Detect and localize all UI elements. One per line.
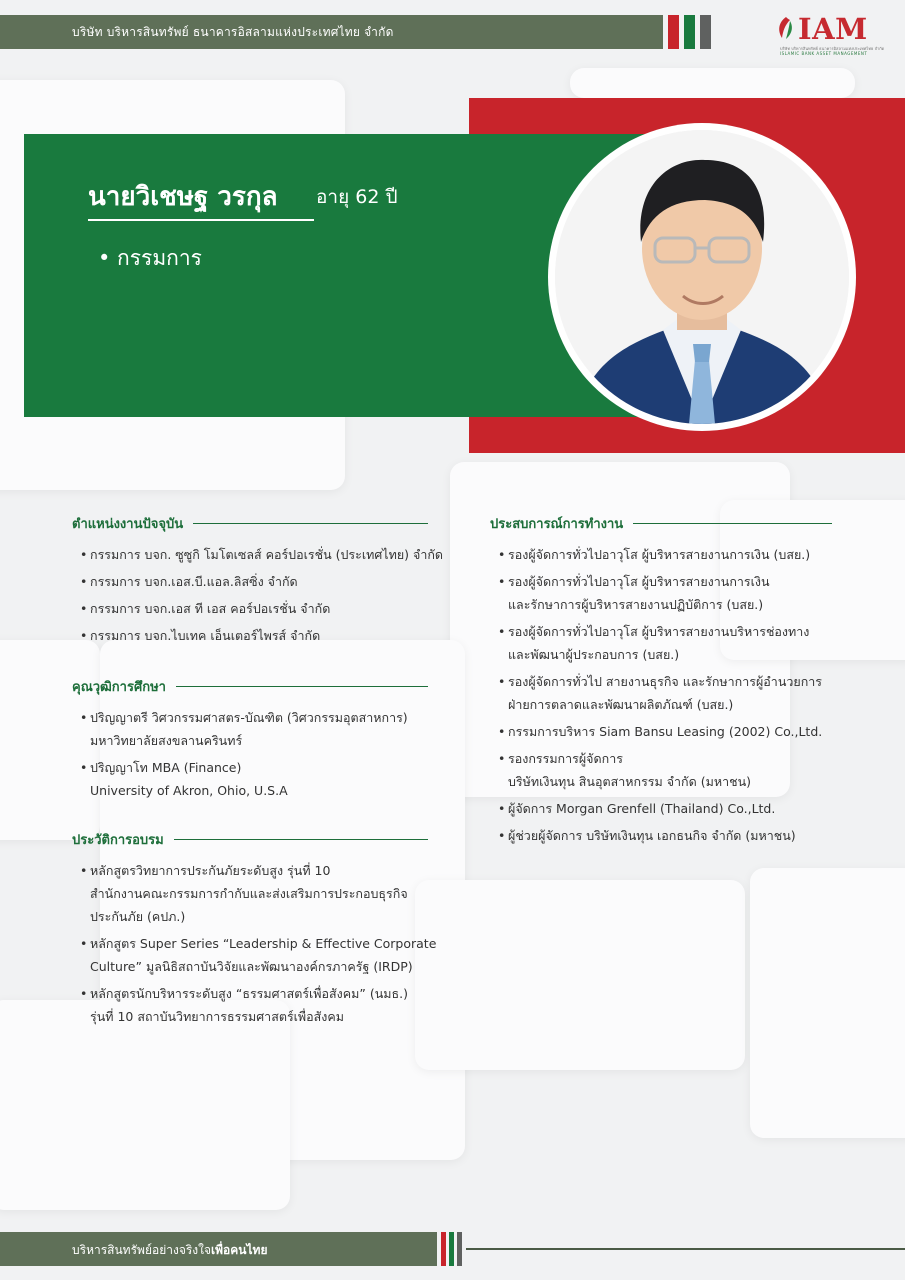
list-item-line: สำนักงานคณะกรรมการกำกับและส่งเสริมการประกอบธุรกิจ xyxy=(90,886,408,901)
list-item-line: • หลักสูตรนักบริหารระดับสูง “ธรรมศาสตร์เพื่อสังคม” (นมธ.) xyxy=(90,986,408,1001)
footer-bar xyxy=(0,1232,437,1266)
list-item-line: • รองผู้จัดการทั่วไป สายงานธุรกิจ และรักษาการผู้อำนวยการ xyxy=(508,674,823,689)
list-item-line: • หลักสูตรวิทยาการประกันภัยระดับสูง รุ่นที่ 10 xyxy=(90,863,331,878)
list-item-line: • ผู้จัดการ Morgan Grenfell (Thailand) Co.,Ltd. xyxy=(508,801,776,816)
list-item-line: • กรรมการ บจก.เอส ที เอส คอร์ปอเรชั่น จำกัด xyxy=(90,601,331,616)
section-divider xyxy=(174,839,428,841)
list-item-line: • รองผู้จัดการทั่วไปอาวุโส ผู้บริหารสายงานบริหารช่องทาง xyxy=(508,624,810,639)
list-item-line: • กรรมการ บจก.ไบเทค เอ็นเตอร์ไพรส์ จำกัด xyxy=(90,628,321,643)
portrait-photo xyxy=(555,130,849,424)
background-tile xyxy=(415,880,745,1070)
logo-text: IAM xyxy=(798,12,868,46)
list-item xyxy=(490,570,832,616)
section-title: ประวัติการอบรม xyxy=(72,833,164,848)
list-item-line: • กรรมการ บจก.เอส.บี.แอล.ลิสซิ่ง จำกัด xyxy=(90,574,298,589)
list-item-line: • กรรมการ บจก. ซูซูกิ โมโตเซลส์ คอร์ปอเรชั่น (ประเทศไทย) จำกัด xyxy=(90,547,444,562)
section-divider xyxy=(633,523,832,525)
section-experience xyxy=(490,513,832,851)
section-title: ประสบการณ์การทำงาน xyxy=(490,517,624,532)
person-name: นายวิเชษฐ วรกุล xyxy=(88,182,278,212)
person-portrait-icon xyxy=(555,130,849,424)
section-education xyxy=(72,676,428,806)
list-item-line: • หลักสูตร Super Series “Leadership & Effective Corporate xyxy=(90,936,437,951)
person-age: อายุ 62 ปี xyxy=(316,186,398,208)
footer-stripe-gray xyxy=(457,1232,462,1266)
list-item xyxy=(72,932,437,978)
list-item-line: รุ่นที่ 10 สถาบันวิทยาการธรรมศาสตร์เพื่อสังคม xyxy=(90,1009,345,1024)
list-item-line: • รองผู้จัดการทั่วไปอาวุโส ผู้บริหารสายงานการเงิน (บสย.) xyxy=(508,547,811,562)
header-bar xyxy=(0,15,663,49)
list-item xyxy=(72,982,428,1028)
list-item-line: ฝ่ายการตลาดและพัฒนาผลิตภัณฑ์ (บสย.) xyxy=(508,697,734,712)
footer-slogan-prefix: บริหารสินทรัพย์อย่างจริงใจ xyxy=(72,1243,212,1257)
company-name: บริษัท บริหารสินทรัพย์ ธนาคารอิสลามแห่งประเทศไทย จำกัด xyxy=(72,25,394,39)
list-item xyxy=(490,543,832,566)
iam-logo xyxy=(776,12,886,60)
list-item-line: มหาวิทยาลัยสงขลานครินทร์ xyxy=(90,733,243,748)
logo-subtitle-english: ISLAMIC BANK ASSET MANAGEMENT xyxy=(780,51,868,56)
list-item-line: Culture” มูลนิธิสถาบันวิจัยและพัฒนาองค์กรภาครัฐ (IRDP) xyxy=(90,959,413,974)
list-item-line: • รองกรรมการผู้จัดการ xyxy=(508,751,623,766)
footer-stripe-red xyxy=(441,1232,446,1266)
section-divider xyxy=(193,523,428,525)
name-underline xyxy=(88,219,314,221)
list-item-line: • ปริญญาโท MBA (Finance) xyxy=(90,760,242,775)
section-title: คุณวุฒิการศึกษา xyxy=(72,680,166,695)
header-stripe-gray xyxy=(700,15,711,49)
footer-slogan xyxy=(72,1241,267,1260)
background-tile xyxy=(570,68,855,98)
person-role: • กรรมการ xyxy=(98,246,202,270)
list-item-line: • ผู้ช่วยผู้จัดการ บริษัทเงินทุน เอกธนกิจ จำกัด (มหาชน) xyxy=(508,828,796,843)
list-item xyxy=(490,824,832,847)
list-item-line: • ปริญญาตรี วิศวกรรมศาสตร-บัณฑิต (วิศวกรรมอุตสาหการ) xyxy=(90,710,408,725)
header-stripe-green xyxy=(684,15,695,49)
logo-leaf-icon xyxy=(776,16,796,40)
list-item xyxy=(72,859,428,928)
list-item xyxy=(72,756,428,802)
logo-subtitle-thai: บริษัท บริหารสินทรัพย์ ธนาคารอิสลามแห่งประเทศไทย จำกัด xyxy=(780,46,885,51)
header-stripe-red xyxy=(668,15,679,49)
list-item-line: University of Akron, Ohio, U.S.A xyxy=(90,783,288,798)
list-item-line: ประกันภัย (คปภ.) xyxy=(90,909,186,924)
section-title: ตำแหน่งงานปัจจุบัน xyxy=(72,517,184,532)
background-tile xyxy=(750,868,905,1138)
list-item xyxy=(490,620,832,666)
list-item xyxy=(72,706,428,752)
list-item-line: • กรรมการบริหาร Siam Bansu Leasing (2002) Co.,Ltd. xyxy=(508,724,823,739)
list-item xyxy=(72,543,444,566)
list-item-line: และพัฒนาผู้ประกอบการ (บสย.) xyxy=(508,647,680,662)
list-item-line: บริษัทเงินทุน สินอุตสาหกรรม จำกัด (มหาชน) xyxy=(508,774,751,789)
list-item xyxy=(72,597,428,620)
list-item xyxy=(490,670,832,716)
list-item xyxy=(490,747,832,793)
section-training xyxy=(72,829,437,1032)
list-item xyxy=(72,624,428,647)
footer-slogan-bold: เพื่อคนไทย xyxy=(211,1243,268,1257)
list-item xyxy=(490,720,832,743)
section-divider xyxy=(176,686,428,688)
footer-rule xyxy=(466,1248,905,1250)
list-item xyxy=(72,570,428,593)
list-item-line: และรักษาการผู้บริหารสายงานปฏิบัติการ (บสย.) xyxy=(508,597,764,612)
list-item xyxy=(490,797,832,820)
footer-stripe-green xyxy=(449,1232,454,1266)
section-current-positions xyxy=(72,513,444,651)
list-item-line: • รองผู้จัดการทั่วไปอาวุโส ผู้บริหารสายงานการเงิน xyxy=(508,574,770,589)
